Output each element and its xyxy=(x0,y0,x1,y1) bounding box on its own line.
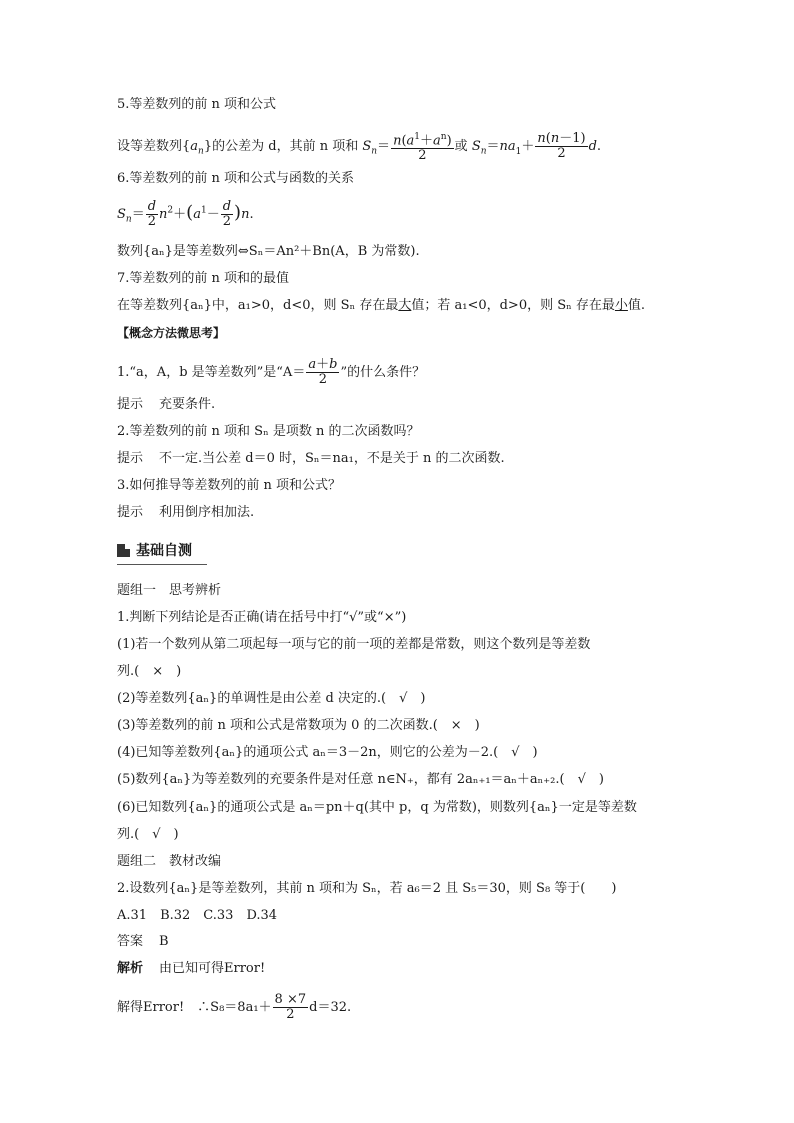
sum-fraction-1: $\frac{n(a^1+a^n)}{2}$ xyxy=(393,132,452,164)
s5-or: 或 xyxy=(454,139,472,155)
section-6-formula: $S_n=$ $\frac{d}{2}$ $n^2+(a^1-$ $\frac{d}{2}$ )n. xyxy=(117,199,254,229)
s7-text-b: 值；若 a₁<0，d>0，则 Sₙ 存在最 xyxy=(411,298,615,313)
problem-1-5: (5)数列{aₙ}为等差数列的充要条件是对任意 n∈N₊，都有 2aₙ₊₁＝aₙ＋aₙ₊₂.( √ ) xyxy=(117,772,604,787)
s7-max: 大 xyxy=(398,298,412,313)
answer-value: B xyxy=(159,934,169,949)
problem-1-1b: 列.( × ) xyxy=(117,664,182,679)
section-heading-text: 基础自测 xyxy=(136,543,192,559)
question-2: 2.等差数列的前 n 项和 Sₙ 是项数 n 的二次函数吗？ xyxy=(117,424,420,439)
concept-header: 【概念方法微思考】 xyxy=(117,326,226,340)
problem-1: 1.判断下列结论是否正确(请在括号中打“√”或“×”) xyxy=(117,610,407,625)
section-5-formula: 设等差数列$\{a_n\}$的公差为 d，其前 n 项和 $S_n=$ $\frac{n(a^1+a^n)}{2}$ 或 $S_n=na_1+$ $\frac{n(n-1)}{2}$ d. xyxy=(117,131,602,164)
section-7-title: 7.等差数列的前 n 项和的最值 xyxy=(117,271,290,286)
problem-1-1a: (1)若一个数列从第二项起每一项与它的前一项的差都是常数，则这个数列是等差数 xyxy=(117,637,591,652)
solution-text-b: d＝32. xyxy=(309,1000,352,1015)
s5-text-a: 设等差数列{ xyxy=(117,139,191,155)
group-1-title: 题组一 思考辨析 xyxy=(117,583,222,598)
tip-label: 提示 xyxy=(117,397,144,412)
group-2-title: 题组二 教材改编 xyxy=(117,854,222,869)
s7-text-c: 值. xyxy=(627,298,646,313)
analysis-label: 解析 xyxy=(117,961,144,976)
tip-label: 提示 xyxy=(117,505,144,520)
answer-3 xyxy=(117,504,254,522)
section-6-equivalence: 数列{aₙ}是等差数列⇔Sₙ＝An²＋Bn(A，B 为常数). xyxy=(117,244,420,259)
analysis-row xyxy=(117,960,265,978)
section-heading xyxy=(117,540,207,565)
s5-text-b: }的公差为 d，其前 n 项和 xyxy=(203,139,363,155)
problem-1-4: (4)已知等差数列{aₙ}的通项公式 aₙ＝3－2n，则它的公差为－2.( √ ) xyxy=(117,745,538,760)
answer-2-text: 不一定.当公差 d＝0 时，Sₙ＝na₁，不是关于 n 的二次函数. xyxy=(159,451,505,466)
section-5-title: 5.等差数列的前 n 项和公式 xyxy=(117,97,277,112)
question-3: 3.如何推导等差数列的前 n 项和公式？ xyxy=(117,478,342,493)
question-1 xyxy=(117,358,425,387)
problem-1-6b: 列.( √ ) xyxy=(117,827,179,842)
problem-1-2: (2)等差数列{aₙ}的单调性是由公差 d 决定的.( √ ) xyxy=(117,691,426,706)
answer-3-text: 利用倒序相加法. xyxy=(159,505,255,520)
section-7-text xyxy=(117,297,645,315)
answer-row xyxy=(117,933,169,951)
analysis-text: 由已知可得Error! xyxy=(159,961,266,976)
square-bullet-icon xyxy=(117,544,130,557)
problem-2-options: A.31 B.32 C.33 D.34 xyxy=(117,908,278,923)
answer-2 xyxy=(117,450,505,468)
tip-label: 提示 xyxy=(117,451,144,466)
section-6-title: 6.等差数列的前 n 项和公式与函数的关系 xyxy=(117,171,355,186)
problem-1-6a: (6)已知数列{aₙ}的通项公式是 aₙ＝pn＋q(其中 p，q 为常数)，则数列{aₙ}一定是等差数 xyxy=(117,800,637,815)
solution-fraction: $\frac{8 \times 7}{2}$ xyxy=(274,992,307,1022)
solution-row xyxy=(117,993,351,1022)
problem-1-3: (3)等差数列的前 n 项和公式是常数项为 0 的二次函数.( × ) xyxy=(117,718,480,733)
sum-fraction-2: $\frac{n(n-1)}{2}$ xyxy=(537,131,586,162)
problem-2: 2.设数列{aₙ}是等差数列，其前 n 项和为 Sₙ，若 a₆＝2 且 S₅＝30，则 S₈ 等于( ) xyxy=(117,881,617,896)
q1-text-a: 1.“a，A，b 是等差数列”是“A＝ xyxy=(117,365,306,380)
q1-fraction: $\frac{a+b}{2}$ xyxy=(308,357,338,387)
s7-min: 小 xyxy=(614,298,628,313)
s7-text-a: 在等差数列{aₙ}中，a₁>0，d<0，则 Sₙ 存在最 xyxy=(117,298,399,313)
solution-text-a: 解得Error! ∴S₈＝8a₁＋ xyxy=(117,1000,272,1015)
q1-text-b: ”的什么条件？ xyxy=(340,365,426,380)
answer-label: 答案 xyxy=(117,934,144,949)
answer-1 xyxy=(117,396,215,414)
answer-1-text: 充要条件. xyxy=(159,397,216,412)
